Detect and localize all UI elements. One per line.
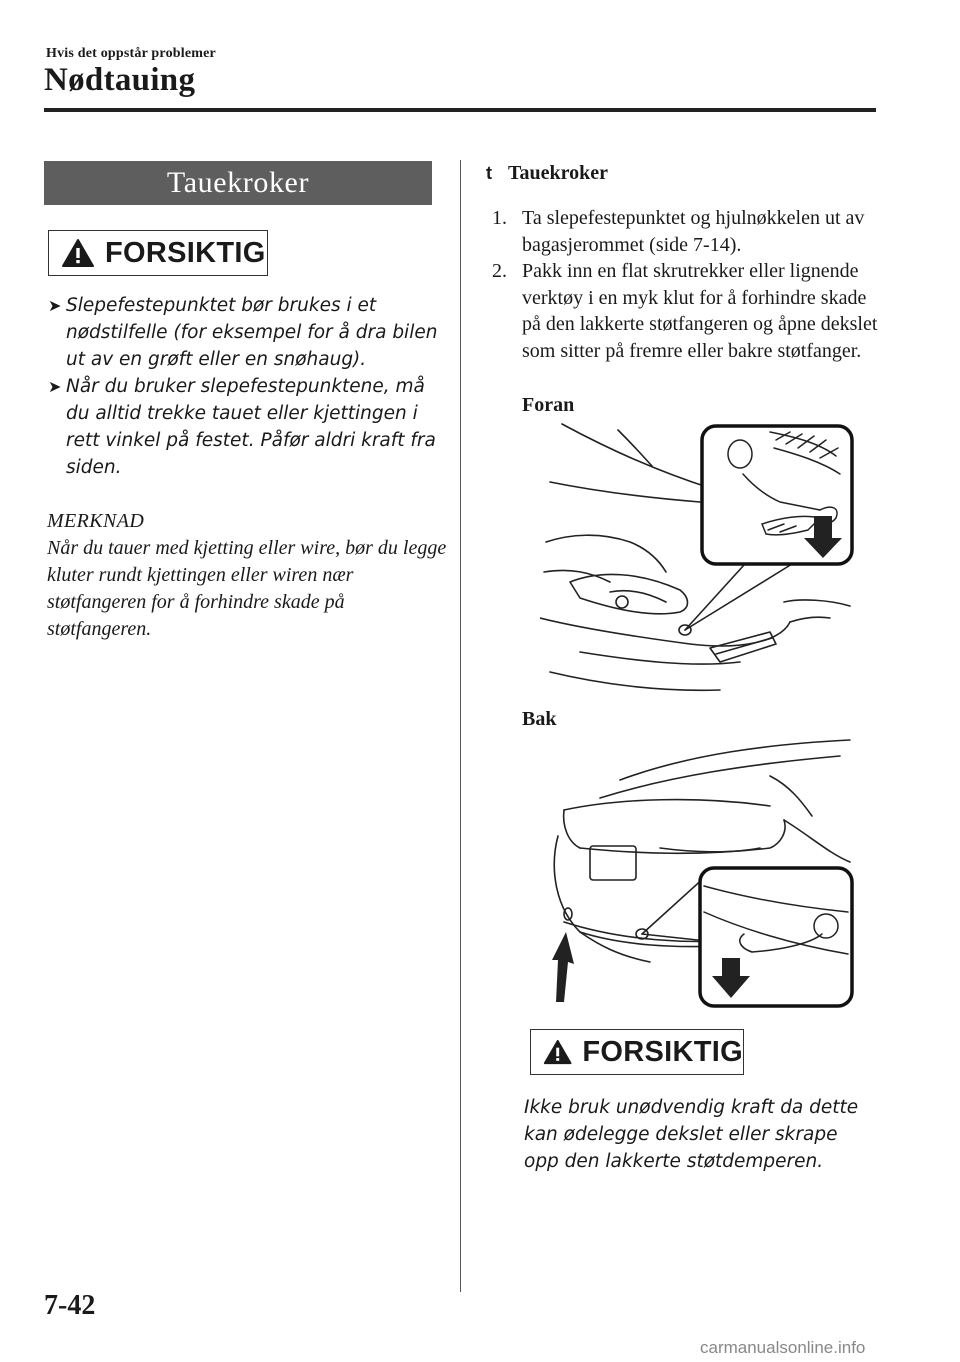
step-text: Pakk inn en flat skrutrekker eller lignende verktøy i en myk klut for å forhindre skade på den lakkerte støtfangeren og åpne dekslet som sitter på fremre eller bakre støtfanger. (522, 260, 878, 362)
front-label: Foran (522, 394, 575, 416)
note-text: Når du tauer med kjetting eller wire, bør du legge kluter rundt kjettingen eller wiren nær støtfangeren for å forhindre skade på støtfangeren. (47, 537, 447, 640)
subheading (486, 162, 608, 185)
caution-box (530, 1029, 744, 1075)
step-text: Ta slepefestepunktet og hjulnøkkelen ut av bagasjerommet (side 7-14). (522, 207, 865, 256)
bullet-text: Slepefestepunktet bør brukes i et nødstilfelle (for eksempel for å dra bilen ut av en grøft eller en snøhaug). (66, 295, 438, 370)
section-banner: Tauekroker (44, 161, 432, 205)
caution-label: FORSIKTIG (105, 236, 266, 269)
caution-bullets (48, 292, 448, 481)
watermark: carmanualsonline.info (700, 1338, 866, 1357)
warning-triangle-icon (543, 1037, 572, 1067)
step-item (492, 258, 882, 364)
page-title: Nødtauing (44, 62, 196, 98)
subheading-text: Tauekroker (508, 162, 609, 184)
step-number: 1. (492, 207, 507, 229)
front-bumper-illustration (540, 422, 856, 702)
warning-triangle-icon (61, 238, 95, 268)
page-number: 7-42 (44, 1290, 96, 1321)
column-divider (460, 160, 461, 1292)
step-number: 2. (492, 260, 507, 282)
caution-box (48, 230, 268, 276)
section-name: Hvis det oppstår problemer (46, 46, 216, 61)
caution-label: FORSIKTIG (582, 1035, 743, 1068)
rear-bumper-illustration (540, 736, 856, 1008)
subheading-marker: t (486, 163, 492, 183)
triangle-right-icon: ➤ (48, 377, 62, 396)
triangle-right-icon: ➤ (48, 296, 62, 315)
bullet-text: Når du bruker slepefestepunktene, må du alltid trekke tauet eller kjettingen i rett vinkel på festet. Påfør aldri kraft fra siden. (66, 376, 436, 478)
caution-text: Ikke bruk unødvendig kraft da dette kan ødelegge dekslet eller skrape opp den lakkerte støtdemperen. (524, 1097, 859, 1172)
title-rule (44, 108, 876, 112)
step-list (492, 205, 882, 364)
note-label: MERKNAD (47, 510, 145, 532)
rear-label: Bak (522, 708, 557, 730)
caution-bullet (48, 373, 448, 481)
step-item (492, 205, 882, 258)
caution-bullet (48, 292, 448, 373)
